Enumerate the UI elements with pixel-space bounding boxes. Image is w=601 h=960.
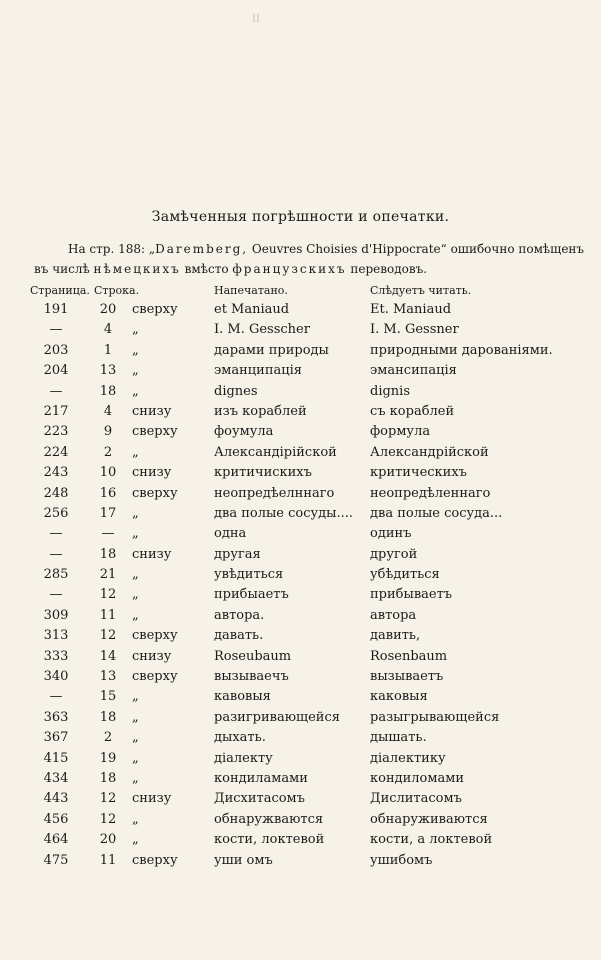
cell-line: — xyxy=(101,526,115,542)
table-row xyxy=(0,341,601,361)
cell-page: — xyxy=(49,546,63,562)
cell-line: 14 xyxy=(99,648,117,664)
cell-printed: Roseubaum xyxy=(214,648,292,664)
cell-printed: Александірійской xyxy=(214,444,337,460)
cell-printed: обнаружваются xyxy=(214,811,324,827)
cell-line: 18 xyxy=(99,383,117,399)
errata-note xyxy=(34,239,585,279)
table-row xyxy=(0,484,601,504)
cell-line: 11 xyxy=(99,852,117,868)
cell-printed: неопредѣелннаго xyxy=(214,485,335,501)
cell-page: 456 xyxy=(43,811,69,827)
cell-correct: діалектику xyxy=(370,750,446,766)
cell-line: 13 xyxy=(99,363,117,379)
cell-position: „ xyxy=(132,811,139,827)
cell-correct: природными дарованіями. xyxy=(370,342,553,358)
cell-correct: обнаруживаются xyxy=(370,811,488,827)
cell-position: „ xyxy=(132,363,139,379)
cell-position: сверху xyxy=(132,628,178,644)
cell-line: 18 xyxy=(99,709,117,725)
cell-line: 16 xyxy=(99,485,117,501)
errata-table xyxy=(0,300,601,871)
cell-position: „ xyxy=(132,505,139,521)
cell-printed: dignes xyxy=(214,383,258,399)
cell-position: „ xyxy=(132,607,139,623)
cell-page: 223 xyxy=(43,424,69,440)
cell-position: „ xyxy=(132,322,139,338)
table-row xyxy=(0,463,601,483)
cell-line: 12 xyxy=(99,587,117,603)
table-row xyxy=(0,402,601,422)
cell-line: 2 xyxy=(103,444,113,460)
cell-position: сверху xyxy=(132,424,178,440)
cell-page: 464 xyxy=(43,832,69,848)
cell-line: 4 xyxy=(103,322,113,338)
cell-page: 256 xyxy=(43,505,69,521)
cell-printed: кавовыя xyxy=(214,689,271,705)
table-row xyxy=(0,830,601,850)
cell-position: „ xyxy=(132,567,139,583)
cell-correct: эмансипація xyxy=(370,363,457,379)
column-header-page: Страница. xyxy=(30,284,90,297)
cell-printed: кости, локтевой xyxy=(214,832,325,848)
cell-page: 340 xyxy=(43,669,69,685)
cell-position: снизу xyxy=(132,546,172,562)
table-row xyxy=(0,585,601,605)
cell-line: 12 xyxy=(99,791,117,807)
cell-position: „ xyxy=(132,770,139,786)
cell-line: 4 xyxy=(103,403,113,419)
cell-position: снизу xyxy=(132,791,172,807)
cell-position: сверху xyxy=(132,302,178,317)
cell-page: — xyxy=(49,322,63,338)
note-line-2 xyxy=(34,259,574,279)
cell-correct: одинъ xyxy=(370,526,412,542)
cell-printed: et Maniaud xyxy=(214,302,290,317)
cell-correct: съ кораблей xyxy=(370,403,455,419)
table-row xyxy=(0,382,601,402)
table-header xyxy=(0,284,601,300)
cell-line: 20 xyxy=(99,302,117,317)
cell-position: „ xyxy=(132,444,139,460)
cell-page: 217 xyxy=(43,403,69,419)
table-row xyxy=(0,300,601,320)
cell-position: „ xyxy=(132,832,139,848)
cell-correct: автора xyxy=(370,607,417,623)
cell-printed: дарами природы xyxy=(214,342,329,358)
table-row xyxy=(0,606,601,626)
cell-correct: формула xyxy=(370,424,431,440)
cell-position: сверху xyxy=(132,485,178,501)
cell-position: „ xyxy=(132,730,139,746)
cell-page: 203 xyxy=(43,342,69,358)
cell-page: — xyxy=(49,587,63,603)
cell-line: 19 xyxy=(99,750,117,766)
note-text: Oeuvres Choisies d'Hippocrate“ ошибочно помѣщенъ xyxy=(248,242,585,256)
cell-correct: Дислитасомъ xyxy=(370,791,462,807)
cell-correct: разыгрывающейся xyxy=(370,709,500,725)
cell-page: — xyxy=(49,526,63,542)
cell-position: „ xyxy=(132,383,139,399)
cell-line: 20 xyxy=(99,832,117,848)
cell-position: „ xyxy=(132,750,139,766)
cell-position: снизу xyxy=(132,465,172,481)
cell-printed: прибыаетъ xyxy=(214,587,289,603)
cell-page: — xyxy=(49,383,63,399)
cell-correct: давить, xyxy=(370,628,421,644)
table-row xyxy=(0,320,601,340)
cell-position: снизу xyxy=(132,403,172,419)
table-row xyxy=(0,626,601,646)
cell-printed: фоумула xyxy=(214,424,274,440)
cell-printed: другая xyxy=(214,546,261,562)
cell-page: 443 xyxy=(43,791,69,807)
cell-printed: эманципація xyxy=(214,363,302,379)
table-row xyxy=(0,667,601,687)
cell-correct: дышать. xyxy=(370,730,427,746)
cell-line: 15 xyxy=(99,689,117,705)
cell-page: 191 xyxy=(43,302,69,317)
note-text: въ числѣ xyxy=(34,262,94,276)
cell-position: снизу xyxy=(132,648,172,664)
cell-correct: Et. Maniaud xyxy=(370,302,452,317)
note-emphasis: французскихъ xyxy=(232,262,347,276)
cell-page: 224 xyxy=(43,444,69,460)
cell-page: 367 xyxy=(43,730,69,746)
cell-line: 10 xyxy=(99,465,117,481)
table-row xyxy=(0,422,601,442)
cell-page: 285 xyxy=(43,567,69,583)
cell-correct: Rosenbaum xyxy=(370,648,448,664)
cell-printed: автора. xyxy=(214,607,265,623)
cell-printed: дыхать. xyxy=(214,730,266,746)
table-row xyxy=(0,769,601,789)
cell-printed: одна xyxy=(214,526,247,542)
table-row xyxy=(0,708,601,728)
cell-line: 12 xyxy=(99,811,117,827)
cell-page: 313 xyxy=(43,628,69,644)
cell-correct: критическихъ xyxy=(370,465,467,481)
cell-correct: убѣдиться xyxy=(370,567,440,583)
cell-printed: вызываечъ xyxy=(214,669,289,685)
table-row xyxy=(0,687,601,707)
note-text: На стр. 188: „ xyxy=(68,242,156,256)
cell-correct: прибываетъ xyxy=(370,587,453,603)
cell-line: 12 xyxy=(99,628,117,644)
page-number: II xyxy=(252,14,260,25)
cell-line: 9 xyxy=(103,424,113,440)
table-row xyxy=(0,504,601,524)
cell-page: 475 xyxy=(43,852,69,868)
note-emphasis: нѣмецкихъ xyxy=(93,262,181,276)
cell-page: 243 xyxy=(43,465,69,481)
cell-page: 434 xyxy=(43,770,69,786)
cell-correct: каковыя xyxy=(370,689,428,705)
cell-correct: другой xyxy=(370,546,418,562)
cell-line: 1 xyxy=(103,342,113,358)
cell-correct: два полые сосуда... xyxy=(370,505,503,521)
table-row xyxy=(0,810,601,830)
column-header-printed: Напечатано. xyxy=(214,284,288,297)
cell-correct: Александрійской xyxy=(370,444,489,460)
cell-printed: два полые сосуды.... xyxy=(214,505,354,521)
cell-page: 248 xyxy=(43,485,69,501)
page-title: Замѣченныя погрѣшности и опечатки. xyxy=(151,209,450,225)
note-line-1 xyxy=(34,239,585,259)
cell-printed: критичискихъ xyxy=(214,465,312,481)
cell-printed: давать. xyxy=(214,628,264,644)
table-row xyxy=(0,361,601,381)
cell-position: „ xyxy=(132,709,139,725)
note-text: вмѣсто xyxy=(180,262,233,276)
table-row xyxy=(0,524,601,544)
note-author-name: Daremberg, xyxy=(155,242,249,256)
cell-printed: кондиламами xyxy=(214,770,308,786)
cell-page: 204 xyxy=(43,363,69,379)
cell-position: „ xyxy=(132,342,139,358)
table-row xyxy=(0,545,601,565)
cell-printed: увѣдиться xyxy=(214,567,284,583)
cell-line: 18 xyxy=(99,546,117,562)
table-row xyxy=(0,749,601,769)
cell-position: сверху xyxy=(132,852,178,868)
cell-position: „ xyxy=(132,526,139,542)
table-row xyxy=(0,851,601,871)
cell-page: 309 xyxy=(43,607,69,623)
cell-printed: уши омъ xyxy=(214,852,273,868)
table-row xyxy=(0,728,601,748)
cell-page: 363 xyxy=(43,709,69,725)
cell-printed: Дисхитасомъ xyxy=(214,791,305,807)
cell-printed: I. M. Gesscher xyxy=(214,322,310,338)
cell-position: „ xyxy=(132,587,139,603)
cell-correct: кондиломами xyxy=(370,770,465,786)
cell-printed: изъ кораблей xyxy=(214,403,307,419)
cell-correct: вызываетъ xyxy=(370,669,444,685)
cell-printed: разигривающейся xyxy=(214,709,340,725)
cell-correct: I. M. Gessner xyxy=(370,322,459,338)
note-text: переводовъ. xyxy=(346,262,428,276)
cell-page: 415 xyxy=(43,750,69,766)
table-row xyxy=(0,647,601,667)
cell-line: 18 xyxy=(99,770,117,786)
cell-line: 11 xyxy=(99,607,117,623)
cell-line: 13 xyxy=(99,669,117,685)
cell-page: — xyxy=(49,689,63,705)
cell-printed: діалекту xyxy=(214,750,273,766)
cell-line: 21 xyxy=(99,567,117,583)
cell-line: 17 xyxy=(99,505,117,521)
table-row xyxy=(0,565,601,585)
cell-page: 333 xyxy=(43,648,69,664)
cell-correct: кости, а локтевой xyxy=(370,832,493,848)
column-header-correct: Слѣдуетъ читать. xyxy=(370,284,472,297)
cell-line: 2 xyxy=(103,730,113,746)
cell-position: сверху xyxy=(132,669,178,685)
cell-correct: ушибомъ xyxy=(370,852,433,868)
cell-position: „ xyxy=(132,689,139,705)
table-row xyxy=(0,789,601,809)
cell-correct: неопредѣленнаго xyxy=(370,485,491,501)
column-header-line: Строка. xyxy=(94,284,140,297)
cell-correct: dignis xyxy=(370,383,411,399)
table-row xyxy=(0,443,601,463)
